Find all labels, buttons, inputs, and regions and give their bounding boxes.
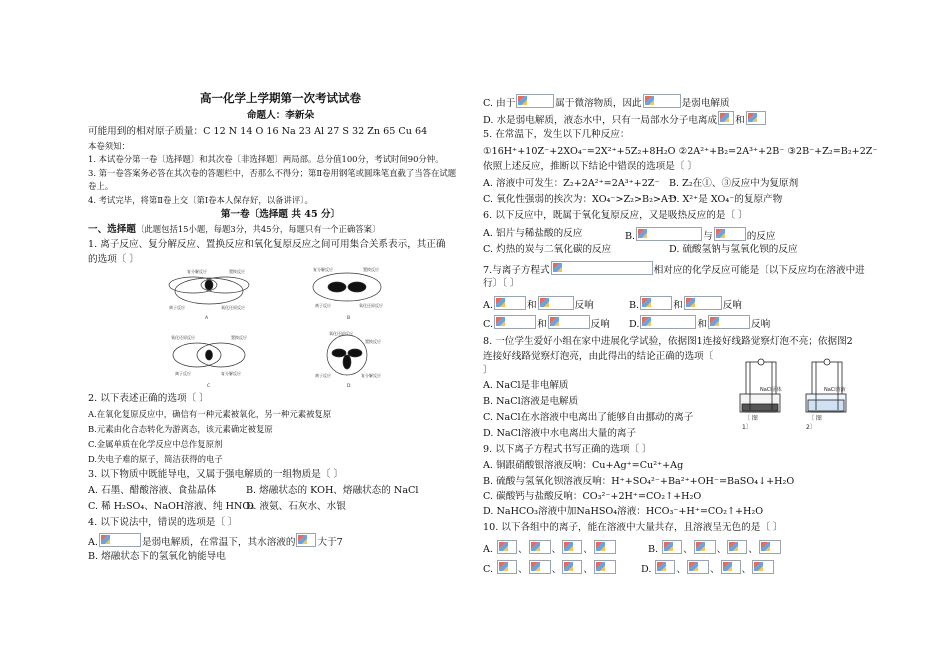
- q9-stem: 9. 以下离子方程式书写正确的选项〔 〕: [483, 444, 652, 455]
- diagram-a-label-2: 置换反应: [229, 269, 245, 274]
- formula-image: [640, 315, 696, 329]
- q2-stem: 2. 以下表述正确的选项〔 〕: [88, 393, 209, 404]
- q7-a-react: 反响: [574, 300, 594, 311]
- diagram-b-label-3: 离子反应: [315, 303, 331, 308]
- fig-label-solid: NaCl固体: [760, 387, 782, 393]
- q3-option-a: A. 石墨、醋酸溶液、食盐晶体: [88, 485, 217, 496]
- part-1-heading: 第一卷〔选择题 共 45 分〕: [220, 209, 341, 220]
- formula-image: [529, 560, 551, 574]
- formula-image: [636, 227, 702, 241]
- q10-d-letter: D.: [641, 564, 652, 575]
- formula-image: [497, 560, 517, 574]
- formula-image: [562, 560, 582, 574]
- q10-a-letter: A.: [483, 544, 493, 555]
- q6-b-letter: B.: [625, 231, 636, 242]
- formula-image: [548, 315, 590, 329]
- formula-image: [594, 540, 616, 554]
- q5-option-d: D. X²⁺是 XO₄⁻的复原产物: [669, 194, 783, 205]
- bulb-2: [824, 359, 830, 365]
- q6-b-and: 与: [703, 231, 713, 242]
- q3-option-b: B. 熔融状态的 KOH、熔融状态的 NaCl: [246, 485, 419, 496]
- q7-d-letter: D.: [629, 319, 640, 330]
- formula-image: [494, 296, 526, 310]
- q7-a-and: 和: [526, 300, 537, 311]
- formula-image: [718, 111, 734, 125]
- diagram-a-label-4: 氧化还原反应: [221, 305, 245, 310]
- q10-stem: 10. 以下各组中的离子，能在溶液中大量共存，且溶液呈无色的是〔 〕: [483, 522, 783, 533]
- q4-option-a: [88, 533, 343, 549]
- formula-image: [538, 296, 574, 310]
- q10-c-letter: C.: [483, 564, 494, 575]
- q8-option-d: D. NaCl溶液中水电离出大量的离子: [483, 428, 637, 439]
- q4-a-letter: A.: [88, 537, 98, 548]
- section-heading: [88, 223, 380, 236]
- diagram-c-label-3: 离子反应: [175, 371, 191, 376]
- diagram-b-blob-1: [328, 282, 346, 292]
- q7-stem-cont: 行〕〔 〕: [483, 278, 520, 289]
- q9-option-c: C. 碳酸钙与盐酸反响：CO₃²⁻+2H⁺=CO₂↑+H₂O: [483, 491, 702, 502]
- formula-image: [727, 540, 747, 554]
- formula-image: [687, 560, 709, 574]
- section-title: 一、选择题: [88, 224, 136, 235]
- diagram-b-label-2: 置换反应: [363, 267, 379, 272]
- q2-option-a: A.在氧化复原反应中，确信有一种元素被氧化，另一种元素被复原: [88, 409, 332, 419]
- q4-c-text-2: 属于微溶物质，因此: [555, 98, 642, 109]
- q7-c-react: 反响: [590, 319, 610, 330]
- diagram-a-blob: [205, 280, 213, 290]
- q2-option-b: B.元素由化合态转化为游离态，该元素确定被复原: [88, 424, 273, 434]
- formula-image: [497, 540, 517, 554]
- formula-image: [662, 540, 682, 554]
- fig-2-caption: 〔 图: [808, 415, 822, 422]
- exam-title: 高一化学上学期第一次考试试卷: [200, 91, 361, 105]
- formula-image: [752, 560, 774, 574]
- exam-author: 命题人：李新朵: [246, 110, 315, 121]
- beaker-2-contents: [808, 400, 844, 411]
- q7-b-letter: B.: [629, 300, 640, 311]
- formula-image: [721, 560, 741, 574]
- q5-option-b: B. Z₂在①、③反应中为复原剂: [669, 178, 799, 189]
- q3-stem: 3. 以下物质中既能导电，又属于强电解质的一组物质是〔 〕: [88, 469, 344, 480]
- q4-option-d: [483, 111, 767, 127]
- q6-option-b: [625, 227, 775, 243]
- notice-heading: 本卷须知：: [88, 141, 130, 151]
- q8-option-a: A. NaCl是非电解质: [483, 380, 569, 391]
- q8-option-b: B. NaCl溶液是电解质: [483, 396, 579, 407]
- diagram-c-label-2: 置换反应: [231, 335, 247, 340]
- notice-3-cont: 卷上。: [88, 181, 114, 191]
- diagram-a-label-1: 复分解反应: [187, 269, 207, 274]
- diagram-c-letter: C: [207, 384, 211, 389]
- q7-stem: [483, 261, 865, 277]
- q8-option-c: C. NaCl在水溶液中电离出了能够自由挪动的离子: [483, 412, 694, 423]
- left-column: [88, 0, 473, 672]
- beaker-1-contents: [742, 404, 778, 411]
- formula-image: [714, 227, 746, 241]
- q10-option-a: A. 、 、 、: [483, 540, 617, 556]
- diagram-a: [169, 268, 249, 321]
- q1-stem: 1. 离子反应、复分解反应、置换反应和氧化复原反应之间可用集合关系表示，其正确: [88, 239, 446, 250]
- diagram-a-letter: A: [205, 316, 209, 321]
- formula-image: [746, 111, 766, 125]
- diagram-d: [315, 330, 381, 389]
- formula-image: [296, 533, 316, 547]
- q4-c-text-3: 是弱电解质: [681, 98, 730, 109]
- q7-d-and: 和: [697, 319, 707, 330]
- diagram-d-blob-1: [332, 349, 346, 357]
- q7-b-and: 和: [673, 300, 683, 311]
- q9-option-b: B. 硫酸与氢氧化钡溶液反响：H⁺+SO₄²⁻+Ba²⁺+OH⁻=BaSO₄↓+H₂O: [483, 476, 795, 487]
- circuit-1: [740, 359, 782, 412]
- diagram-d-label-4: 复分解反应: [361, 373, 381, 378]
- q9-option-d: D. NaHCO₃溶液中加NaHSO₄溶液：HCO₃⁻+H⁺=CO₂↑+H₂O: [483, 506, 764, 517]
- q4-d-text-1: D. 水是弱电解质，液态水中，只有一局部水分子电离成: [483, 115, 718, 126]
- formula-image: [694, 540, 716, 554]
- diagram-b-letter: B: [347, 316, 351, 321]
- q7-option-d: [629, 315, 770, 331]
- diagram-b-blob-2: [348, 282, 366, 292]
- diagram-d-label-2: 置换反应: [365, 339, 381, 344]
- q7-option-c: [483, 315, 610, 331]
- q3-option-c: C. 稀 H₂SO₄、NaOH溶液、纯 HNO₃: [88, 501, 255, 512]
- q4-option-c: [483, 94, 730, 110]
- q3-option-d: D. 液氨、石灰水、水银: [246, 501, 346, 512]
- q8-stem: 8. 一位学生爱好小组在家中进展化学试验，依据图1连接好线路觉察灯泡不亮；依据图2: [483, 336, 853, 347]
- q5-question: 依照上述反应，推断以下结论中错误的选项是〔 〕: [483, 161, 698, 172]
- q6-stem: 6. 以下反应中，既属于氧化复原反应，又是吸热反应的是〔 〕: [483, 210, 748, 221]
- q2-option-d: D.失电子难的原子，简洁获得的电子: [88, 454, 223, 464]
- q5-option-c: C. 氧化性强弱的挨次为：XO₄⁻>Z₂>B₂>A³⁺: [483, 194, 677, 205]
- diagram-b-label-1: 复分解反应: [313, 267, 333, 272]
- q5-equations: ①16H⁺+10Z⁻+2XO₄⁻=2X²⁺+5Z₂+8H₂O ②2A²⁺+B₂=2A³⁺+2B⁻ ③2B⁻+Z₂=B₂+2Z⁻: [483, 146, 878, 157]
- formula-image: [594, 560, 616, 574]
- q6-option-c: C. 灼热的炭与二氧化碳的反应: [483, 244, 612, 255]
- diagram-a-label-3: 离子反应: [169, 305, 185, 310]
- q7-a-letter: A.: [483, 300, 493, 311]
- q1-stem-cont: 的选项〔 〕: [88, 254, 140, 265]
- diagram-c-blob: [206, 350, 213, 360]
- q4-a-text: 是弱电解质，在常温下，其水溶液的: [141, 537, 296, 548]
- q6-b-end: 的反应: [746, 231, 776, 242]
- q10-b-letter: B.: [648, 544, 659, 555]
- right-column: [483, 0, 878, 672]
- q5-stem: 5. 在常温下，发生以下几种反应：: [483, 129, 630, 140]
- notice-4: 4. 考试完毕，将第Ⅱ卷上交〔第Ⅰ卷本人保存好，以备讲评〕。: [88, 195, 313, 205]
- diagram-d-blob-2: [348, 349, 362, 357]
- q4-stem: 4. 以下说法中，错误的选项是〔 〕: [88, 517, 238, 528]
- formula-image: [494, 315, 536, 329]
- formula-image: [99, 533, 141, 547]
- diagram-d-label-1: 氧化还原反应: [329, 331, 353, 336]
- diagram-d-label-3: 离子反应: [315, 373, 331, 378]
- q9-option-a: A. 铜跟硝酸银溶液反响：Cu+Ag⁺=Cu²⁺+Ag: [483, 460, 684, 471]
- formula-image: [551, 261, 653, 275]
- q7-option-a: [483, 296, 594, 312]
- q7-text-1: 7.与离子方程式: [483, 265, 550, 276]
- q7-c-and: 和: [537, 319, 547, 330]
- fig-label-solution: NaCl溶液: [824, 387, 846, 393]
- q10-option-d: D. 、 、 、: [641, 560, 775, 576]
- section-note: 〔此题包括15小题，每题3分，共45分，每题只有一个正确答案〕: [135, 224, 381, 234]
- notice-1: 1. 本试卷分第一卷〔选择题〕和其次卷〔非选择题〕两局部。总分值100分，考试时间90分钟。: [88, 154, 444, 164]
- formula-image: [516, 94, 554, 108]
- circuit-2: [806, 359, 846, 412]
- formula-image: [708, 315, 750, 329]
- diagram-b-label-4: 氧化还原反应: [359, 303, 383, 308]
- formula-image: [562, 540, 582, 554]
- formula-image: [640, 296, 672, 310]
- q4-d-text-2: 和: [735, 115, 745, 126]
- q4-option-b: B. 熔融状态下的氢氧化钠能导电: [88, 551, 226, 562]
- q6-option-d: D. 硫酸氢钠与氢氧化钡的反应: [669, 244, 798, 255]
- q8-circuit-figure: [736, 356, 858, 430]
- fig-2-caption-num: 2〕: [806, 424, 816, 430]
- notice-3: 3. 第一卷答案务必答在其次卷的答题栏中，否那么不得分；第Ⅱ卷用钢笔或圆珠笔直截了当答在试题: [88, 168, 457, 178]
- q10-option-c: C. 、 、 、: [483, 560, 617, 576]
- q7-b-react: 反响: [722, 300, 742, 311]
- q7-text-2: 相对应的化学反应可能是〔以下反应均在溶液中进: [653, 265, 865, 276]
- formula-image: [759, 540, 781, 554]
- formula-image: [643, 94, 681, 108]
- diagram-d-letter: D: [347, 384, 351, 389]
- q4-a-end: 大于7: [317, 537, 343, 548]
- diagram-d-blob-3: [343, 355, 351, 369]
- q7-option-b: [629, 296, 742, 312]
- q2-option-c: C.金属单质在化学反应中总作复原剂: [88, 439, 223, 449]
- bulb-1: [758, 359, 764, 365]
- fig-1-caption-num: 1〕: [742, 424, 752, 430]
- fig-1-caption: 〔 图: [744, 415, 758, 422]
- q6-option-a: A. 铝片与稀盐酸的反应: [483, 228, 583, 239]
- diagram-c: [171, 334, 247, 389]
- atomic-masses: 可能用到的相对原子质量：C 12 N 14 O 16 Na 23 Al 27 S 32 Zn 65 Cu 64: [88, 126, 428, 137]
- q4-c-text-1: C. 由于: [483, 98, 516, 109]
- q10-option-b: B. 、 、 、: [648, 540, 782, 556]
- formula-image: [529, 540, 551, 554]
- diagram-b-ellipse-1: [313, 273, 381, 301]
- q7-c-letter: C.: [483, 319, 494, 330]
- diagram-c-label-1: 氧化还原反应: [171, 335, 195, 340]
- q7-d-react: 反响: [751, 319, 771, 330]
- q8-stem-end: 〕: [483, 365, 493, 376]
- formula-image: [684, 296, 722, 310]
- formula-image: [655, 560, 675, 574]
- diagram-c-label-4: 复分解反应: [221, 371, 241, 376]
- q5-option-a: A. 溶液中可发生：Z₂+2A²⁺=2A³⁺+2Z⁻: [483, 178, 660, 189]
- diagram-b: [313, 266, 383, 321]
- q8-stem-cont: 连接好线路觉察灯泡亮，由此得出的结论正确的选项〔: [483, 351, 714, 362]
- q1-diagrams: [163, 265, 403, 389]
